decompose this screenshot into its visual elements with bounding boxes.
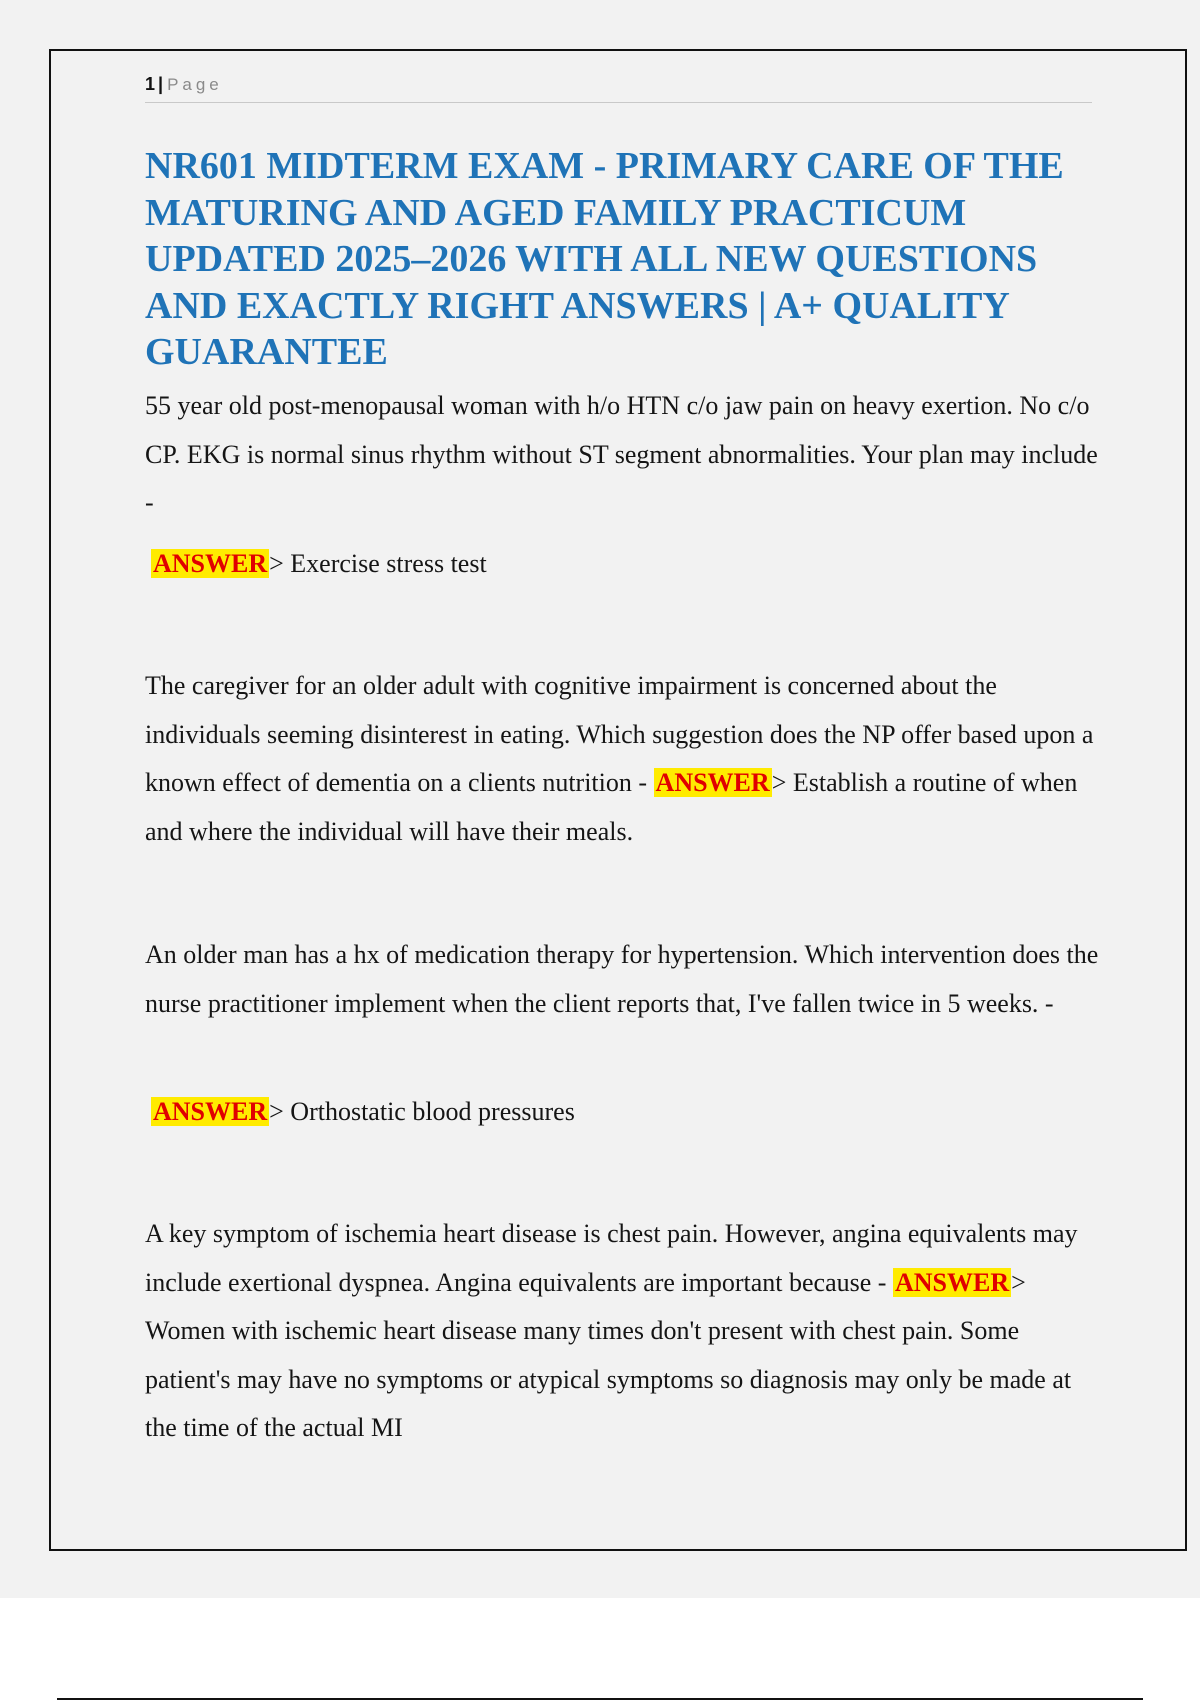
answer-label: ANSWER [655, 768, 770, 797]
answer-text: > Exercise stress test [269, 549, 487, 578]
question-text: An older man has a hx of medication therapy for hypertension. Which intervention does the nurse practitioner implement when the client reports that, I've fallen twice in 5 weeks. - [145, 940, 1099, 1018]
document-title: NR601 MIDTERM EXAM - PRIMARY CARE OF THE MATURING AND AGED FAMILY PRACTICUM UPDATED 2025–2026 WITH ALL NEW QUESTIONS AND EXACTLY RIGHT ANSWERS | A+ QUALITY GUARANTEE [145, 145, 1064, 373]
page-header [145, 72, 1092, 103]
page-number: 1 [145, 74, 156, 94]
question-4 [145, 1210, 1100, 1453]
answer-text: > Orthostatic blood pressures [269, 1097, 575, 1126]
answer-text: > Women with ischemic heart disease many times don't present with chest pain. Some patient's may have no symptoms or atypical symptoms so diagnosis may only be made at the time of the actual MI [145, 1267, 1072, 1442]
question-2 [145, 662, 1100, 856]
answer-label: ANSWER [153, 1097, 268, 1126]
answer-label: ANSWER [894, 1267, 1010, 1297]
question-text: 55 year old post-menopausal woman with h/o HTN c/o jaw pain on heavy exertion. No c/o CP. EKG is normal sinus rhythm without ST segment abnormalities. Your plan may include - [145, 391, 1098, 517]
question-3 [145, 931, 1100, 1028]
answer-3 [145, 1088, 1106, 1137]
page-separator: | [158, 74, 164, 94]
answer-text: > Establish a routine of when and where the individual will have their meals. [145, 768, 1078, 846]
page-label: Page [167, 75, 223, 94]
question-text: The caregiver for an older adult with cognitive impairment is concerned about the individuals seeming disinterest in eating. Which suggestion does the NP offer based upon a known effect of dementia on a clients nutrition - [145, 671, 1094, 797]
answer-1 [145, 540, 1106, 589]
question-text: A key symptom of ischemia heart disease is chest pain. However, angina equivalents may include exertional dyspnea. Angina equivalents are important because - [145, 1219, 1078, 1297]
answer-label: ANSWER [153, 549, 268, 578]
question-1 [145, 382, 1100, 528]
